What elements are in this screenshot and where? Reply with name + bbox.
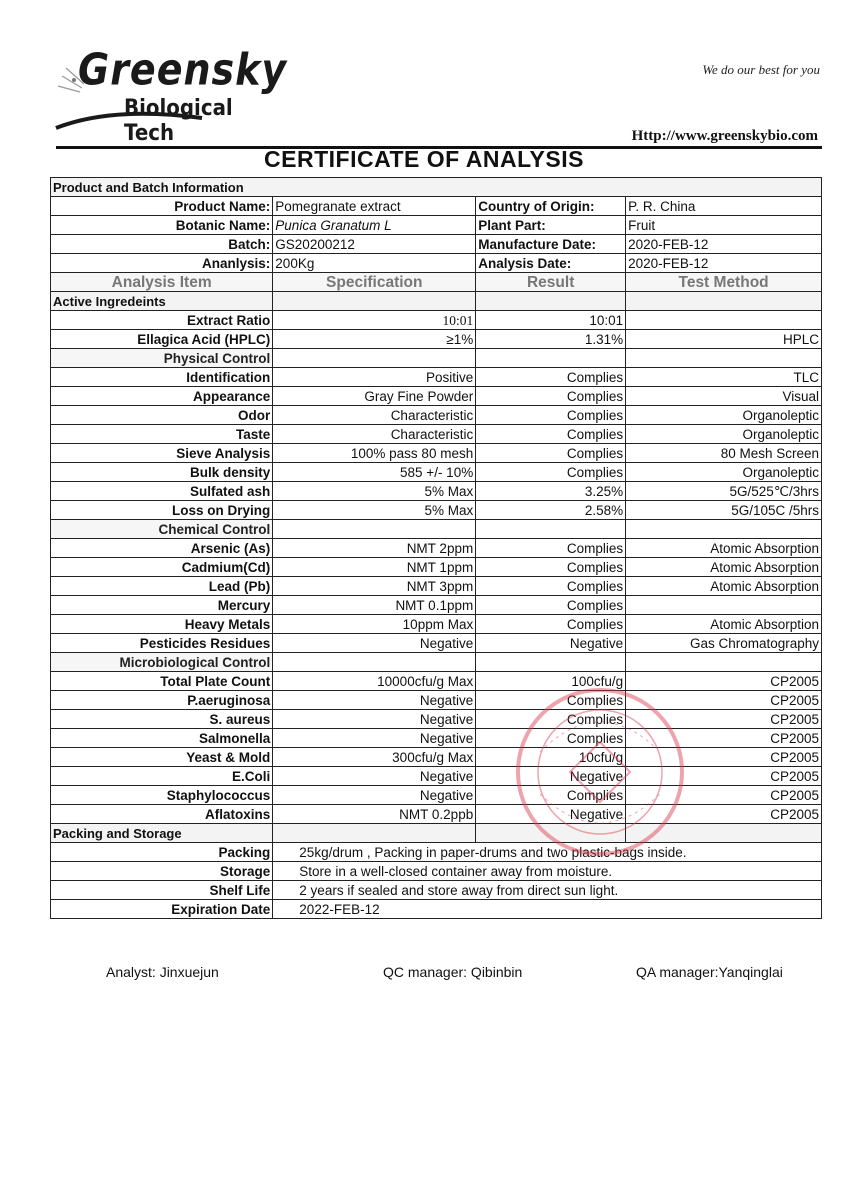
packing-row — [51, 900, 822, 919]
method-value: CP2005 — [626, 710, 822, 729]
method-value: CP2005 — [626, 786, 822, 805]
spec-value: Negative — [273, 729, 476, 748]
spec-value: Negative — [273, 786, 476, 805]
section-title-packing: Packing and Storage — [51, 824, 273, 843]
result-value: 10:01 — [476, 311, 626, 330]
analysis-item: Total Plate Count — [51, 672, 273, 691]
method-value — [626, 311, 822, 330]
table-row — [51, 691, 822, 710]
website-link[interactable]: Http://www.greenskybio.com — [631, 128, 818, 144]
table-row — [51, 729, 822, 748]
product-row — [51, 197, 822, 216]
spec-value: NMT 3ppm — [273, 577, 476, 596]
method-value: CP2005 — [626, 748, 822, 767]
analysis-item: P.aeruginosa — [51, 691, 273, 710]
analysis-item: Taste — [51, 425, 273, 444]
table-row — [51, 748, 822, 767]
analysis-item: Appearance — [51, 387, 273, 406]
analysis-item: Aflatoxins — [51, 805, 273, 824]
table-row — [51, 634, 822, 653]
result-value: Complies — [476, 425, 626, 444]
analysis-item: Loss on Drying — [51, 501, 273, 520]
table-row — [51, 330, 822, 349]
result-value: 1.31% — [476, 330, 626, 349]
table-row — [51, 311, 822, 330]
table-row — [51, 444, 822, 463]
product-value: GS20200212 — [273, 235, 476, 254]
qa-manager-signature: QA manager:Yanqinglai — [636, 964, 783, 980]
table-row — [51, 615, 822, 634]
table-row — [51, 482, 822, 501]
table-row — [51, 596, 822, 615]
packing-value: Store in a well-closed container away from moisture. — [273, 862, 822, 881]
coa-table — [50, 177, 822, 919]
analysis-item: E.Coli — [51, 767, 273, 786]
method-value: Atomic Absorption — [626, 558, 822, 577]
column-header-item: Analysis Item — [51, 273, 273, 292]
analysis-item: Cadmium(Cd) — [51, 558, 273, 577]
analyst-signature: Analyst: Jinxuejun — [106, 964, 219, 980]
analysis-item: Extract Ratio — [51, 311, 273, 330]
method-value: CP2005 — [626, 729, 822, 748]
packing-row — [51, 881, 822, 900]
result-value: Complies — [476, 615, 626, 634]
table-row — [51, 558, 822, 577]
packing-row — [51, 862, 822, 881]
logo-sub-text: Biological Tech — [124, 96, 233, 146]
method-value: Atomic Absorption — [626, 615, 822, 634]
spec-value: Negative — [273, 767, 476, 786]
result-value: 100cfu/g — [476, 672, 626, 691]
section-title-product: Product and Batch Information — [51, 178, 822, 197]
column-header-method: Test Method — [626, 273, 822, 292]
spec-value: 5% Max — [273, 501, 476, 520]
table-row — [51, 406, 822, 425]
analysis-item: Staphylococcus — [51, 786, 273, 805]
product-value: Pomegranate extract — [273, 197, 476, 216]
table-row — [51, 786, 822, 805]
spec-value: Characteristic — [273, 406, 476, 425]
section-title-physical: Physical Control — [51, 349, 273, 368]
packing-value: 2 years if sealed and store away from direct sun light. — [273, 881, 822, 900]
analysis-item: S. aureus — [51, 710, 273, 729]
product-label: Country of Origin: — [476, 197, 626, 216]
qc-manager-signature: QC manager: Qibinbin — [383, 964, 523, 980]
table-row — [51, 805, 822, 824]
result-value: Complies — [476, 444, 626, 463]
method-value: HPLC — [626, 330, 822, 349]
result-value: Negative — [476, 805, 626, 824]
product-value: 200Kg — [273, 254, 476, 273]
table-row — [51, 501, 822, 520]
spec-value: 10:01 — [273, 311, 476, 330]
result-value: Complies — [476, 539, 626, 558]
table-row — [51, 767, 822, 786]
method-value — [626, 596, 822, 615]
product-label: Ananlysis: — [51, 254, 273, 273]
result-value: 2.58% — [476, 501, 626, 520]
spec-value: Positive — [273, 368, 476, 387]
column-header-result: Result — [476, 273, 626, 292]
column-header-row — [51, 273, 822, 292]
spec-value: Characteristic — [273, 425, 476, 444]
packing-row — [51, 843, 822, 862]
product-row — [51, 254, 822, 273]
product-label: Analysis Date: — [476, 254, 626, 273]
result-value: Complies — [476, 406, 626, 425]
spec-value: Negative — [273, 691, 476, 710]
table-row — [51, 463, 822, 482]
spec-value: 10ppm Max — [273, 615, 476, 634]
analysis-item: Identification — [51, 368, 273, 387]
method-value: Organoleptic — [626, 463, 822, 482]
table-row — [51, 387, 822, 406]
analysis-item: Mercury — [51, 596, 273, 615]
method-value: CP2005 — [626, 767, 822, 786]
analysis-item: Odor — [51, 406, 273, 425]
section-title-chemical: Chemical Control — [51, 520, 273, 539]
table-row — [51, 425, 822, 444]
spec-value: Gray Fine Powder — [273, 387, 476, 406]
analysis-item: Yeast & Mold — [51, 748, 273, 767]
spec-value: Negative — [273, 634, 476, 653]
result-value: Negative — [476, 767, 626, 786]
result-value: Complies — [476, 368, 626, 387]
spec-value: 300cfu/g Max — [273, 748, 476, 767]
spec-value: NMT 2ppm — [273, 539, 476, 558]
packing-label: Shelf Life — [51, 881, 273, 900]
result-value: Negative — [476, 634, 626, 653]
analysis-item: Sulfated ash — [51, 482, 273, 501]
result-value: Complies — [476, 387, 626, 406]
section-title-micro: Microbiological Control — [51, 653, 273, 672]
table-row — [51, 577, 822, 596]
spec-value: 5% Max — [273, 482, 476, 501]
analysis-item: Sieve Analysis — [51, 444, 273, 463]
method-value: Visual — [626, 387, 822, 406]
column-header-spec: Specification — [273, 273, 476, 292]
spec-value: NMT 0.1ppm — [273, 596, 476, 615]
method-value: CP2005 — [626, 805, 822, 824]
page-title: CERTIFICATE OF ANALYSIS — [264, 146, 584, 172]
packing-label: Expiration Date — [51, 900, 273, 919]
packing-label: Storage — [51, 862, 273, 881]
logo-brand-text: Greensky — [78, 44, 288, 95]
spec-value: ≥1% — [273, 330, 476, 349]
spec-value: Negative — [273, 710, 476, 729]
method-value: TLC — [626, 368, 822, 387]
analysis-item: Bulk density — [51, 463, 273, 482]
spec-value: NMT 0.2ppb — [273, 805, 476, 824]
spec-value: 100% pass 80 mesh — [273, 444, 476, 463]
analysis-item: Ellagica Acid (HPLC) — [51, 330, 273, 349]
product-value: 2020-FEB-12 — [626, 254, 822, 273]
method-value: 5G/525℃/3hrs — [626, 482, 822, 501]
spec-value: NMT 1ppm — [273, 558, 476, 577]
method-value: Organoleptic — [626, 406, 822, 425]
packing-value: 2022-FEB-12 — [273, 900, 822, 919]
product-label: Product Name: — [51, 197, 273, 216]
company-logo — [52, 36, 288, 146]
analysis-item: Pesticides Residues — [51, 634, 273, 653]
table-row — [51, 368, 822, 387]
method-value: CP2005 — [626, 672, 822, 691]
section-title-active: Active Ingredeints — [51, 292, 273, 311]
table-row — [51, 672, 822, 691]
spec-value: 585 +/- 10% — [273, 463, 476, 482]
product-value: 2020-FEB-12 — [626, 235, 822, 254]
product-row — [51, 216, 822, 235]
product-row — [51, 235, 822, 254]
analysis-item: Salmonella — [51, 729, 273, 748]
result-value: Complies — [476, 596, 626, 615]
result-value: Complies — [476, 558, 626, 577]
result-value: Complies — [476, 729, 626, 748]
result-value: Complies — [476, 786, 626, 805]
method-value: Atomic Absorption — [626, 539, 822, 558]
method-value: 5G/105C /5hrs — [626, 501, 822, 520]
table-row — [51, 539, 822, 558]
tagline: We do our best for you — [702, 62, 820, 77]
spec-value: 10000cfu/g Max — [273, 672, 476, 691]
product-label: Batch: — [51, 235, 273, 254]
method-value: Gas Chromatography — [626, 634, 822, 653]
result-value: Complies — [476, 577, 626, 596]
product-value: Punica Granatum L — [273, 216, 476, 235]
product-label: Plant Part: — [476, 216, 626, 235]
result-value: 10cfu/g — [476, 748, 626, 767]
analysis-item: Lead (Pb) — [51, 577, 273, 596]
product-value: P. R. China — [626, 197, 822, 216]
product-label: Botanic Name: — [51, 216, 273, 235]
method-value: 80 Mesh Screen — [626, 444, 822, 463]
packing-value: 25kg/drum , Packing in paper-drums and two plastic-bags inside. — [273, 843, 822, 862]
result-value: 3.25% — [476, 482, 626, 501]
analysis-item: Heavy Metals — [51, 615, 273, 634]
method-value: Atomic Absorption — [626, 577, 822, 596]
product-value: Fruit — [626, 216, 822, 235]
product-label: Manufacture Date: — [476, 235, 626, 254]
table-row — [51, 710, 822, 729]
method-value: Organoleptic — [626, 425, 822, 444]
result-value: Complies — [476, 710, 626, 729]
analysis-item: Arsenic (As) — [51, 539, 273, 558]
result-value: Complies — [476, 463, 626, 482]
result-value: Complies — [476, 691, 626, 710]
packing-label: Packing — [51, 843, 273, 862]
method-value: CP2005 — [626, 691, 822, 710]
